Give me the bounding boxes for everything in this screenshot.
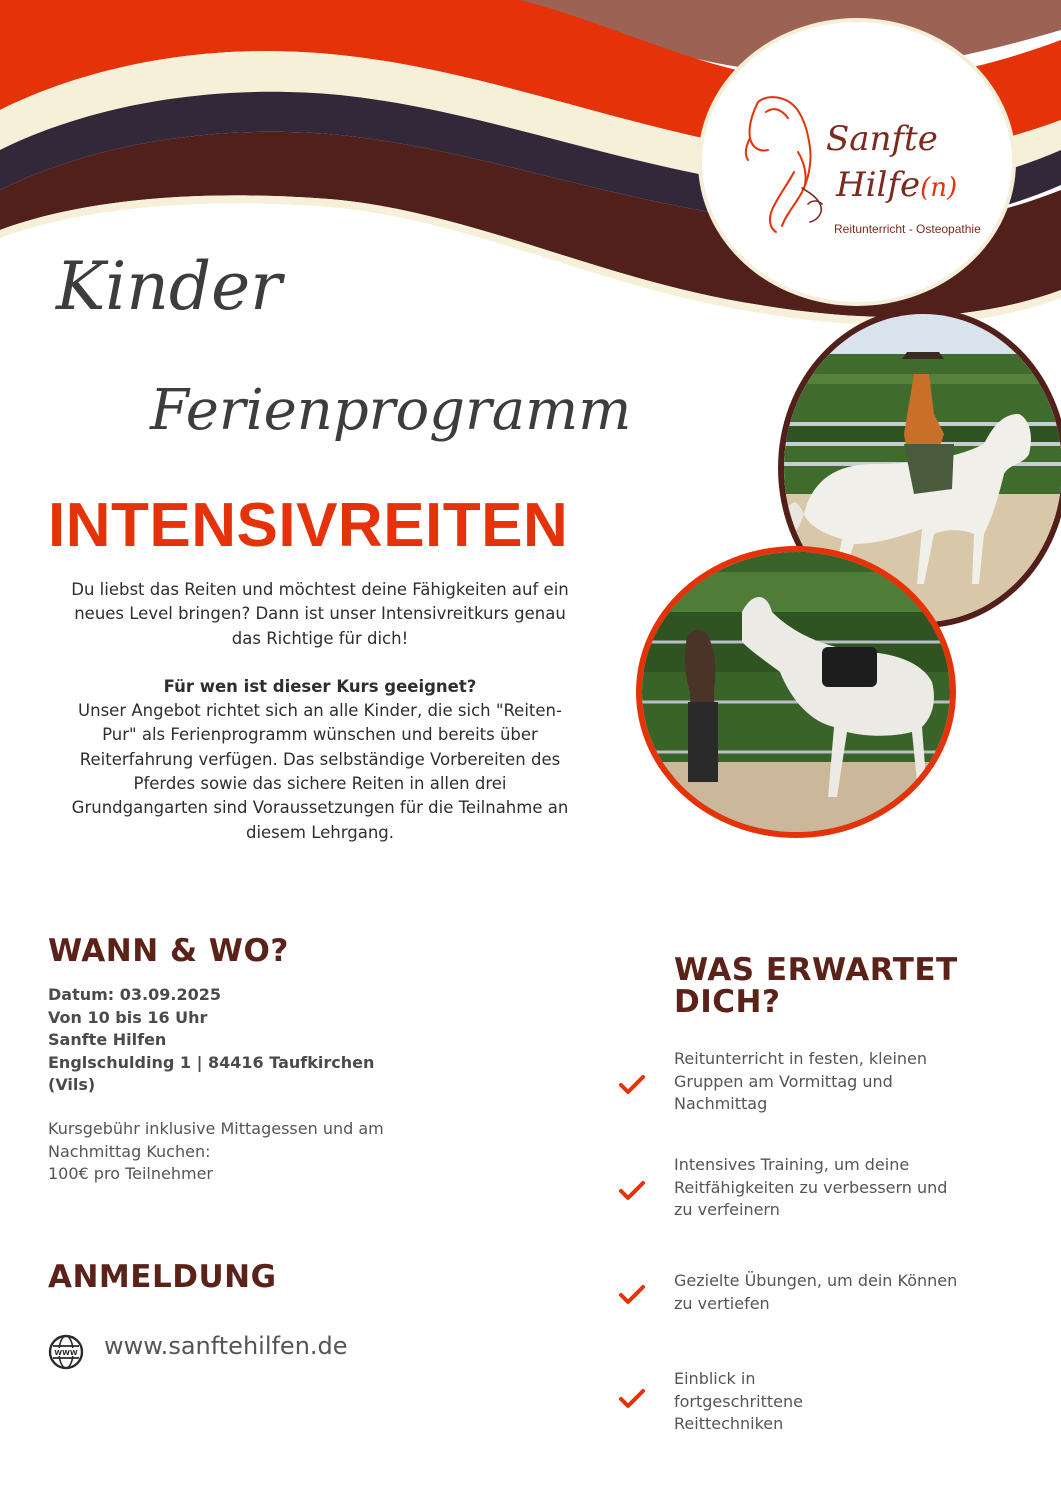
intro-question: Für wen ist dieser Kurs geeignet? (163, 676, 477, 696)
script-title-ferienprogramm: Ferienprogramm (150, 378, 632, 443)
logo-word-hilfe (836, 165, 958, 205)
check-icon (618, 1388, 646, 1410)
section-title-registration: ANMELDUNG (48, 1259, 277, 1295)
list-item (618, 1270, 958, 1320)
list-item (618, 1154, 948, 1224)
intro-paragraph-2: Unser Angebot richtet sich an alle Kinder, die sich "Reiten-Pur" als Ferienprogramm wünschen und bereits über Reiterfahrung verfügen. Das selbständige Vorbereiten des Pferdes sowie das sichere Reiten in allen drei Grundgangarten sind Voraussetzungen für die Teilnahme an diesem Lehrgang. (71, 701, 569, 842)
event-date: Datum: 03.09.2025 (48, 985, 221, 1004)
event-time: Von 10 bis 16 Uhr (48, 1007, 208, 1027)
script-title-kinder: Kinder (56, 248, 282, 325)
logo-word-hilfe-text: Hilfe (836, 165, 921, 205)
check-icon (618, 1284, 646, 1306)
list-item-text: Gezielte Übungen, um dein Können zu vertiefen (674, 1271, 958, 1313)
list-item (618, 1368, 948, 1438)
check-icon (618, 1074, 646, 1096)
fee-line: Kursgebühr inklusive Mittagessen und am Nachmittag Kuchen: (48, 1119, 384, 1161)
section-title-expect-line1: WAS ERWARTET (674, 952, 958, 988)
globe-icon-text: WWW (54, 1349, 78, 1357)
section-title-when-where: WANN & WO? (48, 933, 289, 969)
event-address: Englschulding 1 | 84416 Taufkirchen (Vils) (48, 1052, 375, 1094)
horse-logo-icon (738, 92, 838, 237)
list-item-text: Einblick in fortgeschrittene Reittechniken (674, 1369, 803, 1434)
section-title-expect-line2: DICH? (674, 984, 781, 1020)
globe-icon (48, 1334, 84, 1370)
event-place: Sanfte Hilfen (48, 1030, 167, 1049)
intro-text (70, 578, 570, 845)
section-title-expect (674, 954, 958, 1018)
website-link[interactable]: www.sanftehilfen.de (104, 1332, 348, 1360)
logo-suffix: (n) (920, 173, 958, 203)
list-item (618, 1048, 948, 1118)
intro-paragraph-1: Du liebst das Reiten und möchtest deine Fähigkeiten auf ein neues Level bringen? Dann ist unser Intensivreitkurs genau das Richtige für dich! (71, 580, 569, 648)
logo-word-sanfte: Sanfte (826, 119, 938, 159)
check-icon (618, 1180, 646, 1202)
list-item-text: Reitunterricht in festen, kleinen Gruppen am Vormittag und Nachmittag (674, 1049, 928, 1114)
fee-price: 100€ pro Teilnehmer (48, 1164, 213, 1183)
photo-groundwork (636, 546, 956, 838)
list-item-text: Intensives Training, um deine Reitfähigkeiten zu verbessern und zu verfeinern (674, 1155, 948, 1220)
fee-info (48, 1118, 408, 1186)
headline: INTENSIVREITEN (48, 491, 569, 560)
logo-subtitle: Reitunterricht - Osteopathie (834, 222, 981, 236)
event-details (48, 984, 408, 1097)
